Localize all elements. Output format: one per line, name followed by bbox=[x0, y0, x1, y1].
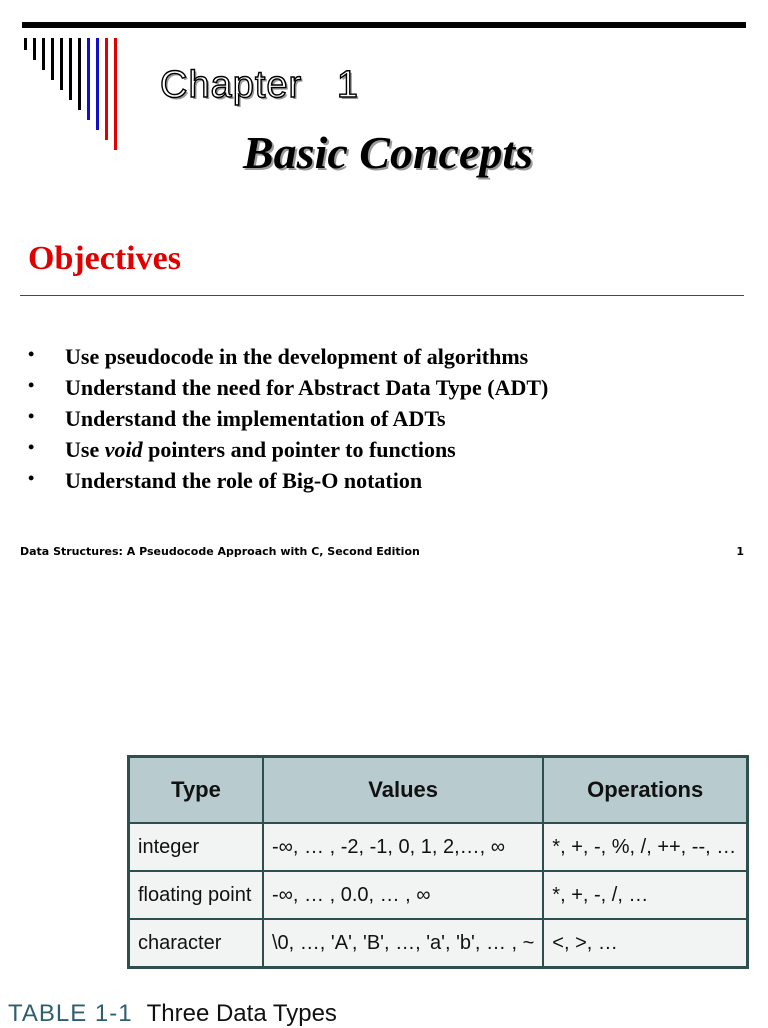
section-heading: Objectives bbox=[28, 240, 181, 277]
slide-footer: Data Structures: A Pseudocode Approach with C, Second Edition bbox=[20, 545, 420, 558]
stripe-decoration bbox=[24, 38, 27, 50]
stripe-decoration bbox=[51, 38, 54, 80]
table-row bbox=[129, 823, 748, 871]
stripe-decoration bbox=[33, 38, 36, 60]
type-cell: character bbox=[129, 919, 264, 968]
column-header-type: Type bbox=[129, 757, 264, 824]
operations-cell: *, +, -, /, … bbox=[543, 871, 747, 919]
values-cell: -∞, … , 0.0, … , ∞ bbox=[263, 871, 543, 919]
table-row bbox=[129, 919, 748, 968]
type-cell: integer bbox=[129, 823, 264, 871]
objective-text: Understand the implementation of ADTs bbox=[65, 406, 446, 431]
operations-cell: *, +, -, %, /, ++, --, … bbox=[543, 823, 747, 871]
objective-text: Use void pointers and pointer to functions bbox=[65, 437, 456, 462]
caption-label: TABLE 1-1 bbox=[8, 1000, 133, 1027]
stripe-decoration bbox=[96, 38, 99, 130]
stripe-decoration bbox=[78, 38, 81, 110]
caption-text: Three Data Types bbox=[146, 1000, 337, 1027]
slide-title: Basic Concepts bbox=[243, 127, 534, 178]
page-number: 1 bbox=[736, 545, 744, 558]
objective-text: Understand the need for Abstract Data Type (ADT) bbox=[65, 375, 549, 400]
table-header-row bbox=[129, 757, 748, 824]
stripe-decoration bbox=[69, 38, 72, 100]
objective-text: Use pseudocode in the development of algorithms bbox=[65, 344, 529, 369]
bullet-icon: • bbox=[28, 468, 35, 488]
table-row bbox=[129, 871, 748, 919]
values-cell: -∞, … , -2, -1, 0, 1, 2,…, ∞ bbox=[263, 823, 543, 871]
bullet-icon: • bbox=[28, 375, 35, 395]
type-cell: floating point bbox=[129, 871, 264, 919]
section-divider bbox=[20, 295, 744, 296]
stripe-decoration bbox=[105, 38, 108, 140]
operations-cell: <, >, … bbox=[543, 919, 747, 968]
stripe-decoration bbox=[114, 38, 117, 150]
bullet-icon: • bbox=[28, 344, 35, 364]
bullet-icon: • bbox=[28, 406, 35, 426]
chapter-heading: Chapter 1 bbox=[160, 64, 359, 106]
column-header-operations: Operations bbox=[543, 757, 747, 824]
top-rule bbox=[22, 22, 746, 28]
values-cell: \0, …, 'A', 'B', …, 'a', 'b', … , ~ bbox=[263, 919, 543, 968]
stripe-decoration bbox=[42, 38, 45, 70]
stripe-decoration bbox=[60, 38, 63, 90]
objective-text: Understand the role of Big-O notation bbox=[65, 468, 423, 493]
stripe-decoration bbox=[87, 38, 90, 120]
column-header-values: Values bbox=[263, 757, 543, 824]
bullet-icon: • bbox=[28, 437, 35, 457]
data-types-table bbox=[127, 755, 749, 969]
